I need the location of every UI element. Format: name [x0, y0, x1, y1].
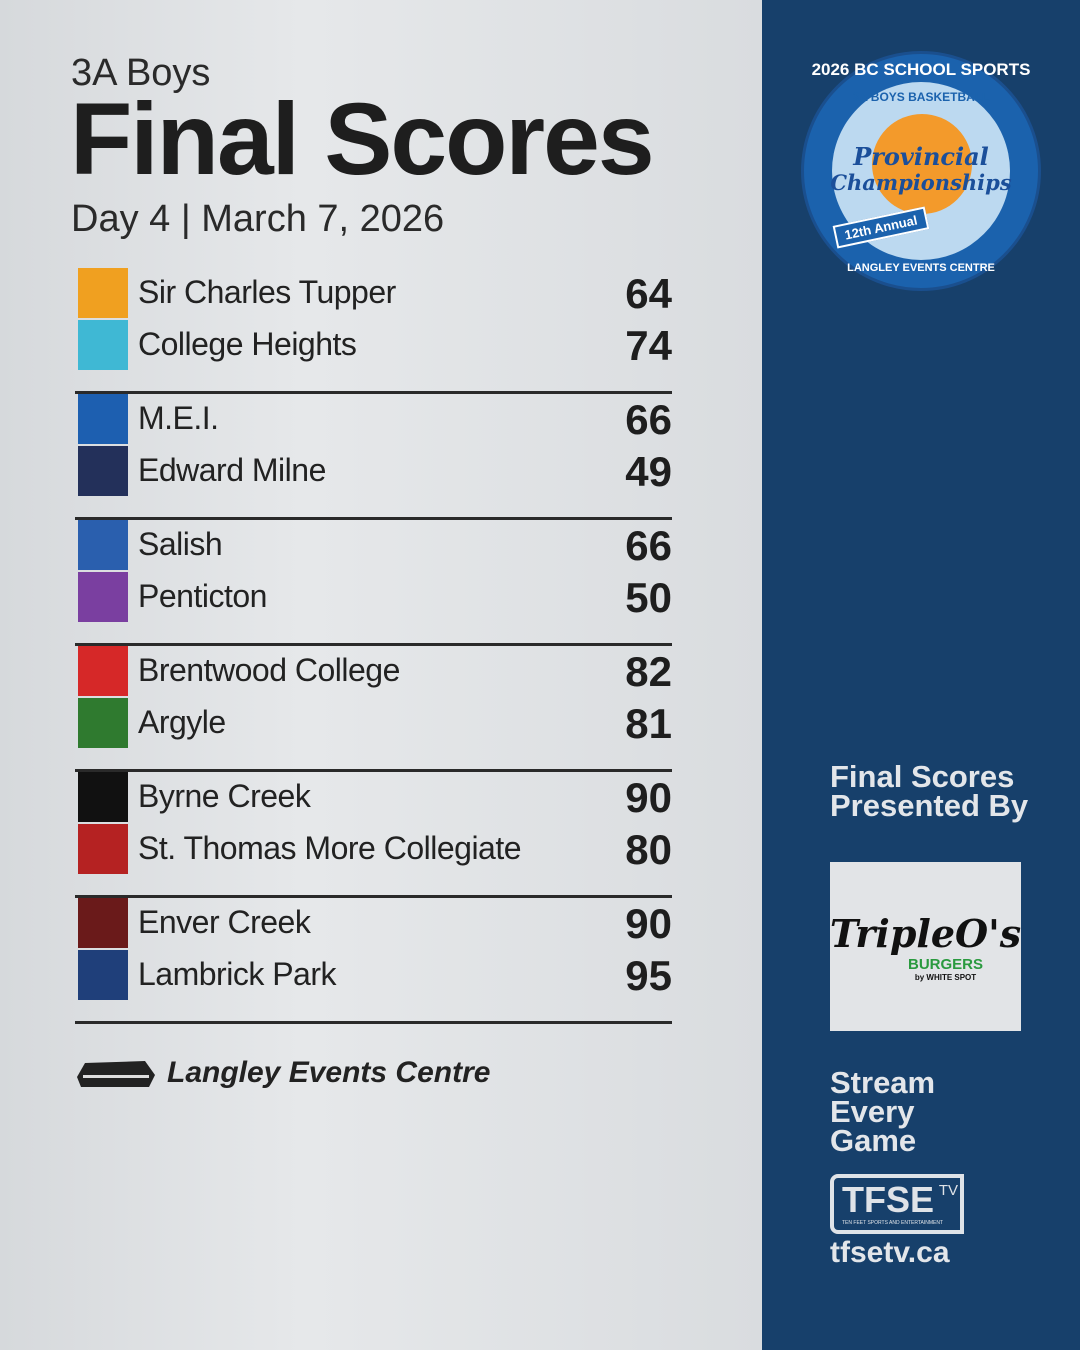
team-row [75, 572, 672, 624]
team-row [75, 268, 672, 320]
team-name: College Heights [138, 326, 357, 362]
team-name: Enver Creek [138, 904, 311, 940]
tfse-logo: TFSE TEN FEET SPORTS AND ENTERTAINMENT TV [830, 1174, 964, 1234]
venue-name: Langley Events Centre [167, 1056, 491, 1089]
team-logo-icon [78, 898, 128, 948]
presented-by-label: Final Scores Presented By [830, 759, 1029, 823]
team-score: 66 [625, 522, 672, 569]
team-logo-icon [78, 572, 128, 622]
team-row [75, 698, 672, 750]
stream-label: Stream Every Game [830, 1065, 936, 1158]
team-name: Lambrick Park [138, 956, 336, 992]
team-score: 64 [625, 270, 672, 317]
team-logo-icon [78, 646, 128, 696]
team-logo-icon [78, 320, 128, 370]
sponsor-logo: TripleO's BURGERS by WHITE SPOT [830, 862, 1021, 1031]
team-name: Sir Charles Tupper [138, 274, 396, 310]
team-row [75, 394, 672, 446]
team-name: St. Thomas More Collegiate [138, 830, 522, 866]
team-logo-icon [78, 268, 128, 318]
team-score: 66 [625, 396, 672, 443]
team-row [75, 772, 672, 824]
team-name: Byrne Creek [138, 778, 311, 814]
game-block [75, 268, 672, 394]
division-label: 3A Boys [71, 52, 211, 94]
team-score: 74 [625, 322, 672, 369]
team-score: 90 [625, 900, 672, 947]
team-logo-icon [78, 446, 128, 496]
team-logo-icon [78, 772, 128, 822]
arena-icon [75, 1055, 157, 1091]
team-row [75, 950, 672, 1002]
team-row [75, 446, 672, 498]
venue-logo [75, 1055, 490, 1091]
team-row [75, 824, 672, 876]
team-score: 90 [625, 774, 672, 821]
game-block [75, 520, 672, 646]
team-score: 50 [625, 574, 672, 621]
team-score: 81 [625, 700, 672, 747]
team-row [75, 898, 672, 950]
stream-url[interactable]: tfsetv.ca [830, 1236, 950, 1269]
team-row [75, 646, 672, 698]
team-score: 80 [625, 826, 672, 873]
team-score: 95 [625, 952, 672, 999]
date-label: Day 4 | March 7, 2026 [71, 198, 445, 240]
team-name: Argyle [138, 704, 226, 740]
team-name: Brentwood College [138, 652, 400, 688]
team-name: M.E.I. [138, 400, 219, 436]
page-title: Final Scores [70, 82, 653, 196]
team-logo-icon [78, 520, 128, 570]
team-name: Salish [138, 526, 223, 562]
championship-badge: 2026 BC SCHOOL SPORTS 3A BOYS BASKETBALL Provincial Championships 12th Annual LANGLEY EVENTS CENTRE [801, 51, 1041, 291]
team-score: 82 [625, 648, 672, 695]
team-score: 49 [625, 448, 672, 495]
team-row [75, 320, 672, 372]
team-name: Penticton [138, 578, 267, 614]
team-name: Edward Milne [138, 452, 326, 488]
team-logo-icon [78, 824, 128, 874]
game-block [75, 772, 672, 898]
team-logo-icon [78, 394, 128, 444]
team-row [75, 520, 672, 572]
game-block [75, 646, 672, 772]
game-block [75, 898, 672, 1024]
game-block [75, 394, 672, 520]
team-logo-icon [78, 950, 128, 1000]
team-logo-icon [78, 698, 128, 748]
